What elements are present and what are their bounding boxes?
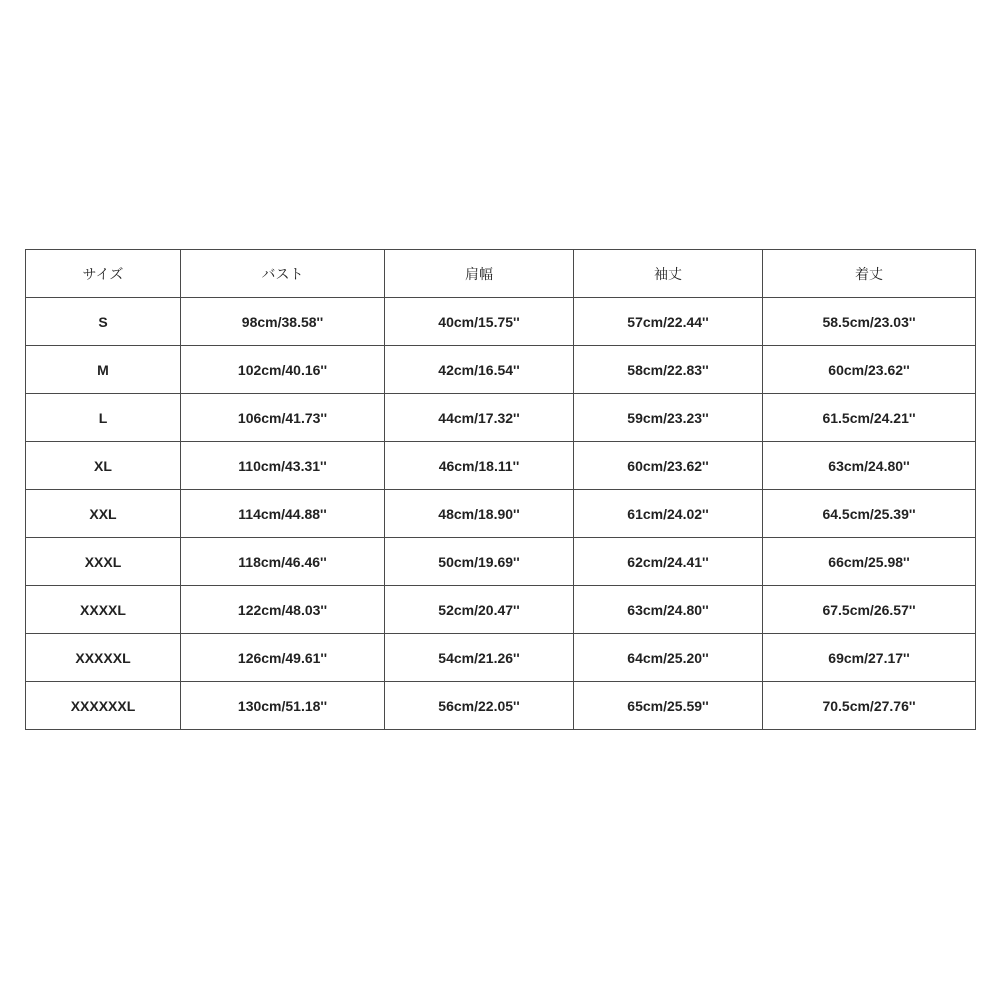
cell-bust: 126cm/49.61'' — [181, 634, 385, 682]
cell-body-length: 66cm/25.98'' — [763, 538, 976, 586]
table-row — [26, 634, 976, 682]
cell-sleeve-length: 59cm/23.23'' — [574, 394, 763, 442]
cell-shoulder-width: 42cm/16.54'' — [385, 346, 574, 394]
cell-shoulder-width: 52cm/20.47'' — [385, 586, 574, 634]
cell-bust: 102cm/40.16'' — [181, 346, 385, 394]
cell-body-length: 70.5cm/27.76'' — [763, 682, 976, 730]
table-row — [26, 442, 976, 490]
cell-sleeve-length: 63cm/24.80'' — [574, 586, 763, 634]
size-chart-table — [25, 249, 976, 730]
table-row — [26, 682, 976, 730]
cell-body-length: 64.5cm/25.39'' — [763, 490, 976, 538]
cell-sleeve-length: 57cm/22.44'' — [574, 298, 763, 346]
cell-size: XXL — [26, 490, 181, 538]
cell-body-length: 69cm/27.17'' — [763, 634, 976, 682]
cell-sleeve-length: 64cm/25.20'' — [574, 634, 763, 682]
header-size: サイズ — [26, 250, 181, 298]
cell-sleeve-length: 62cm/24.41'' — [574, 538, 763, 586]
table-row — [26, 490, 976, 538]
table-body — [26, 298, 976, 730]
cell-shoulder-width: 50cm/19.69'' — [385, 538, 574, 586]
cell-sleeve-length: 61cm/24.02'' — [574, 490, 763, 538]
cell-bust: 130cm/51.18'' — [181, 682, 385, 730]
cell-body-length: 63cm/24.80'' — [763, 442, 976, 490]
cell-shoulder-width: 46cm/18.11'' — [385, 442, 574, 490]
table-row — [26, 586, 976, 634]
cell-body-length: 58.5cm/23.03'' — [763, 298, 976, 346]
cell-sleeve-length: 65cm/25.59'' — [574, 682, 763, 730]
cell-body-length: 67.5cm/26.57'' — [763, 586, 976, 634]
cell-size: S — [26, 298, 181, 346]
cell-size: M — [26, 346, 181, 394]
cell-sleeve-length: 58cm/22.83'' — [574, 346, 763, 394]
cell-bust: 114cm/44.88'' — [181, 490, 385, 538]
cell-bust: 122cm/48.03'' — [181, 586, 385, 634]
cell-shoulder-width: 44cm/17.32'' — [385, 394, 574, 442]
cell-size: XXXXXL — [26, 634, 181, 682]
cell-bust: 110cm/43.31'' — [181, 442, 385, 490]
cell-body-length: 61.5cm/24.21'' — [763, 394, 976, 442]
cell-bust: 98cm/38.58'' — [181, 298, 385, 346]
cell-size: XXXXXXL — [26, 682, 181, 730]
cell-size: XXXXL — [26, 586, 181, 634]
header-body-length: 着丈 — [763, 250, 976, 298]
cell-shoulder-width: 54cm/21.26'' — [385, 634, 574, 682]
cell-size: XL — [26, 442, 181, 490]
cell-sleeve-length: 60cm/23.62'' — [574, 442, 763, 490]
cell-shoulder-width: 48cm/18.90'' — [385, 490, 574, 538]
header-bust: バスト — [181, 250, 385, 298]
cell-size: XXXL — [26, 538, 181, 586]
cell-size: L — [26, 394, 181, 442]
table-row — [26, 394, 976, 442]
table-row — [26, 538, 976, 586]
header-shoulder-width: 肩幅 — [385, 250, 574, 298]
cell-shoulder-width: 56cm/22.05'' — [385, 682, 574, 730]
cell-shoulder-width: 40cm/15.75'' — [385, 298, 574, 346]
table-header-row — [26, 250, 976, 298]
header-sleeve-length: 袖丈 — [574, 250, 763, 298]
table-row — [26, 346, 976, 394]
cell-bust: 106cm/41.73'' — [181, 394, 385, 442]
cell-bust: 118cm/46.46'' — [181, 538, 385, 586]
cell-body-length: 60cm/23.62'' — [763, 346, 976, 394]
table-row — [26, 298, 976, 346]
